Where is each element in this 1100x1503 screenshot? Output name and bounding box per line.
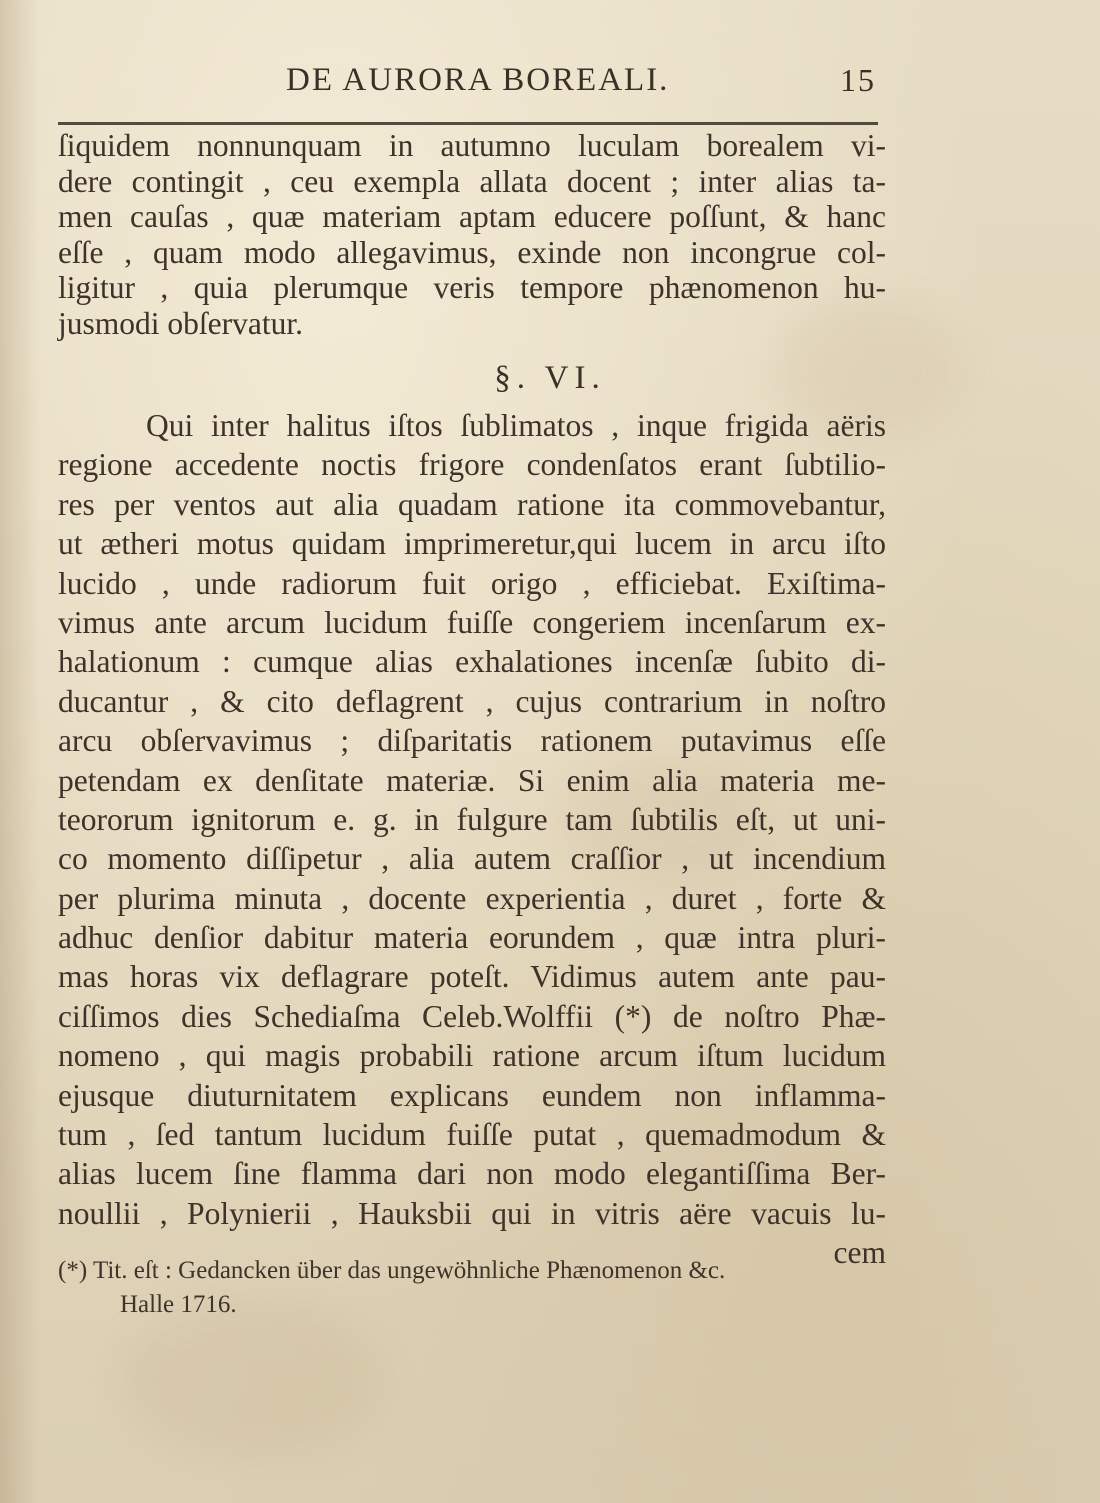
text-line: lucido , unde radiorum fuit origo , efficiebat. Exiſtima- bbox=[58, 565, 886, 601]
text-line: Qui inter halitus iſtos ſublimatos , inque frigida aëris bbox=[146, 408, 886, 443]
text-line: res per ventos aut alia quadam ratione ita commovebantur, bbox=[58, 486, 886, 522]
text-line: petendam ex denſitate materiæ. Si enim alia materia me- bbox=[58, 762, 886, 798]
text-line: ligitur , quia plerumque veris tempore phænomenon hu- bbox=[58, 270, 886, 306]
text-line: ſiquidem nonnunquam in autumno luculam borealem vi- bbox=[58, 128, 886, 163]
footnote bbox=[58, 1254, 886, 1322]
catchword: cem bbox=[833, 1235, 886, 1271]
text-line: mas horas vix deflagrare poteſt. Vidimus autem ante pau- bbox=[58, 959, 886, 995]
text-line: regione accedente noctis frigore condenſatos erant ſubtilio- bbox=[58, 447, 886, 483]
text-line: arcu obſervavimus ; diſparitatis rationem putavimus eſſe bbox=[58, 723, 886, 759]
text-line: dere contingit , ceu exempla allata docent ; inter alias ta- bbox=[58, 163, 886, 199]
text-line: nomeno , qui magis probabili ratione arcum iſtum lucidum bbox=[58, 1038, 886, 1074]
page-edge-shadow bbox=[0, 0, 40, 1503]
text-line: ejusque diuturnitatem explicans eundem non inflamma- bbox=[58, 1077, 886, 1113]
text-line: ducantur , & cito deflagrent , cujus contrarium in noſtro bbox=[58, 683, 886, 719]
text-line: teororum ignitorum e. g. in fulgure tam ſubtilis eſt, ut uni- bbox=[58, 801, 886, 837]
text-line: co momento diſſipetur , alia autem craſſior , ut incendium bbox=[58, 841, 886, 877]
text-line: eſſe , quam modo allegavimus, exinde non incongrue col- bbox=[58, 234, 886, 270]
text-line: per plurima minuta , docente experientia , duret , forte & bbox=[58, 880, 886, 916]
text-line: halationum : cumque alias exhalationes incenſæ ſubito di- bbox=[58, 644, 886, 680]
page-header bbox=[58, 58, 880, 108]
text-line: ut ætheri motus quidam imprimeretur,qui lucem in arcu iſto bbox=[58, 526, 886, 562]
text-line: noullii , Polynierii , Hauksbii qui in vitris aëre vacuis lu- bbox=[58, 1195, 886, 1231]
text-line: tum , ſed tantum lucidum fuiſſe putat , quemadmodum & bbox=[58, 1117, 886, 1153]
section-vi-paragraph bbox=[58, 406, 886, 1273]
section-heading: §. VI. bbox=[494, 360, 606, 396]
header-rule bbox=[58, 122, 878, 125]
text-line: alias lucem ſine flamma dari non modo elegantiſſima Ber- bbox=[58, 1156, 886, 1192]
footnote-line: Halle 1716. bbox=[120, 1291, 237, 1318]
text-line: jusmodi obſervatur. bbox=[58, 305, 303, 341]
text-line: vimus ante arcum lucidum fuiſſe congeriem incenſarum ex- bbox=[58, 604, 886, 640]
page-number: 15 bbox=[840, 62, 876, 98]
text-line: adhuc denſior dabitur materia eorundem , quæ intra pluri- bbox=[58, 920, 886, 956]
running-title: DE AURORA BOREALI. bbox=[286, 62, 670, 98]
text-line: men cauſas , quæ materiam aptam educere poſſunt, & hanc bbox=[58, 199, 886, 235]
continued-paragraph bbox=[58, 128, 886, 342]
footnote-line: (*) Tit. eſt : Gedancken über das ungewöhnliche Phænomenon &c. bbox=[58, 1257, 726, 1284]
text-line: ciſſimos dies Schediaſma Celeb.Wolffii (*) de noſtro Phæ- bbox=[58, 998, 886, 1034]
paper-stain bbox=[120, 1300, 380, 1460]
